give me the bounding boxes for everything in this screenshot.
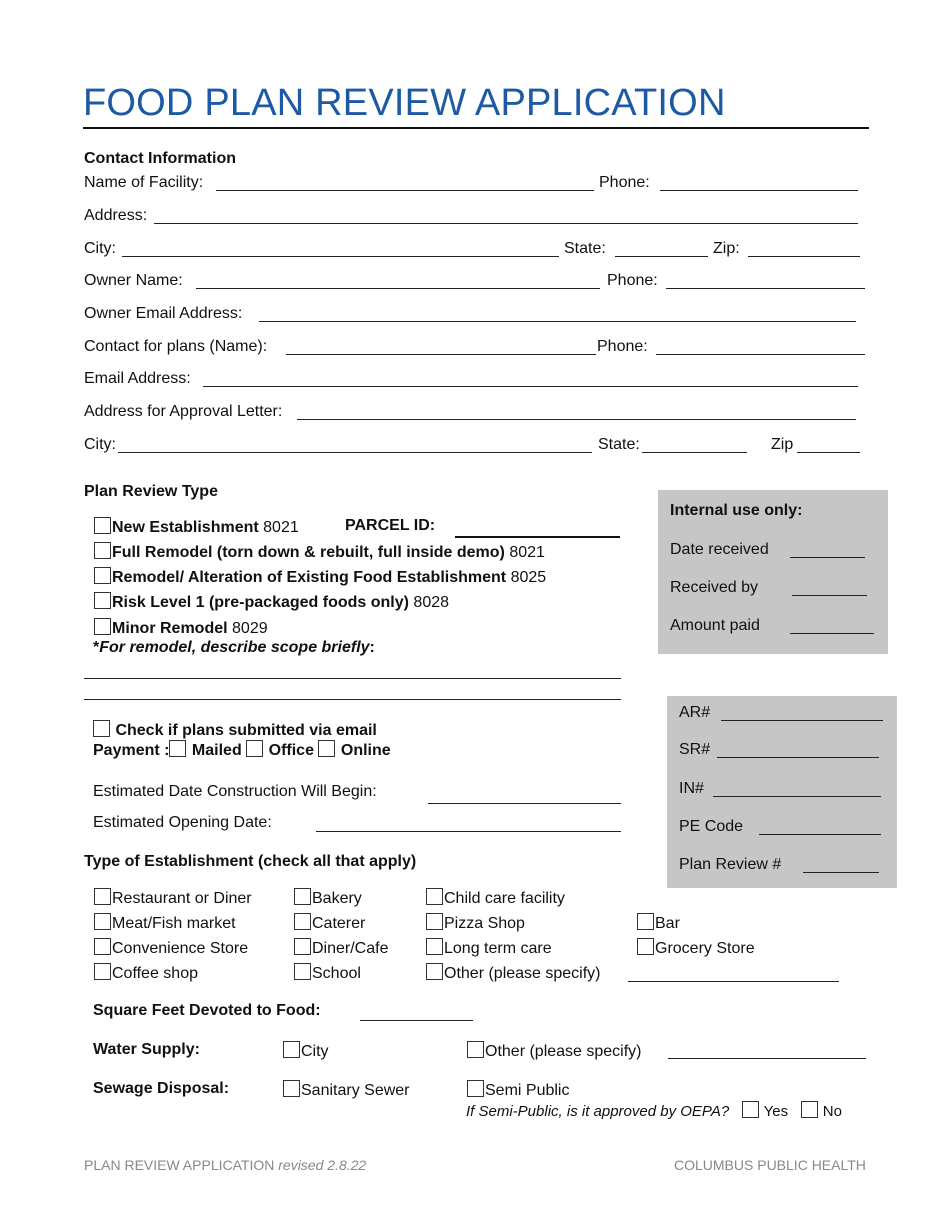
other-establishment-field[interactable] — [628, 981, 839, 982]
footer-title: PLAN REVIEW APPLICATION — [84, 1157, 275, 1173]
owner-email-label: Owner Email Address: — [84, 305, 243, 322]
parcel-field[interactable] — [455, 536, 620, 538]
payment-row — [93, 740, 391, 760]
est-option[interactable] — [426, 913, 525, 933]
oepa-yes-label: Yes — [763, 1103, 789, 1120]
est-label: Diner/Cafe — [312, 940, 389, 957]
sanitary-sewer-label: Sanitary Sewer — [301, 1082, 410, 1099]
est-label: Bakery — [312, 890, 362, 907]
est-checkbox[interactable] — [294, 963, 311, 980]
city-label: City: — [84, 240, 116, 257]
sanitary-sewer-option[interactable] — [283, 1080, 410, 1100]
est-label: School — [312, 965, 361, 982]
est-label: Grocery Store — [655, 940, 755, 957]
est-option[interactable] — [94, 913, 236, 933]
oepa-question-row — [466, 1101, 842, 1120]
risk-level-checkbox[interactable] — [94, 592, 111, 609]
plan-review-number-field[interactable] — [803, 872, 879, 873]
internal-heading: Internal use only: — [670, 502, 803, 519]
est-checkbox[interactable] — [426, 913, 443, 930]
construction-date-field[interactable] — [428, 803, 621, 804]
zip-label: Zip: — [713, 240, 740, 257]
new-establishment-checkbox[interactable] — [94, 517, 111, 534]
est-option[interactable] — [426, 888, 565, 908]
est-label: Restaurant or Diner — [112, 890, 252, 907]
office-checkbox[interactable] — [246, 740, 263, 757]
payment-label: Payment : — [93, 742, 170, 759]
water-supply-label: Water Supply: — [93, 1041, 200, 1058]
est-checkbox[interactable] — [426, 963, 443, 980]
remodel-alteration-code: 8025 — [510, 569, 547, 586]
remodel-alteration-option[interactable] — [94, 567, 546, 587]
owner-email-field[interactable] — [259, 321, 856, 322]
new-establishment-option[interactable] — [94, 517, 299, 537]
city2-label: City: — [84, 436, 116, 453]
water-other-field[interactable] — [668, 1058, 866, 1059]
facility-phone-field[interactable] — [660, 190, 858, 191]
facility-label: Name of Facility: — [84, 174, 204, 191]
scope-text: For remodel, describe scope briefly — [99, 639, 370, 656]
est-checkbox[interactable] — [426, 888, 443, 905]
minor-remodel-option[interactable] — [94, 618, 268, 638]
new-establishment-label: New Establishment — [112, 519, 259, 536]
internal-use-box — [658, 490, 888, 654]
oepa-no-label: No — [822, 1103, 842, 1120]
pe-code-label: PE Code — [679, 818, 744, 835]
est-checkbox[interactable] — [294, 888, 311, 905]
est-checkbox[interactable] — [426, 938, 443, 955]
construction-date-label: Estimated Date Construction Will Begin: — [93, 783, 377, 800]
state2-label: State: — [598, 436, 640, 453]
state2-field[interactable] — [642, 452, 747, 453]
address-field[interactable] — [154, 223, 858, 224]
remodel-alteration-checkbox[interactable] — [94, 567, 111, 584]
plan-review-number-label: Plan Review # — [679, 856, 782, 873]
est-label: Child care facility — [444, 890, 565, 907]
water-other-checkbox[interactable] — [467, 1041, 484, 1058]
contact-plans-field[interactable] — [286, 354, 596, 355]
footer-revised: revised 2.8.22 — [278, 1157, 367, 1173]
email-submission-checkbox[interactable] — [93, 720, 110, 737]
est-checkbox[interactable] — [94, 963, 111, 980]
est-option[interactable] — [294, 963, 361, 983]
city-field[interactable] — [122, 256, 559, 257]
date-received-label: Date received — [670, 541, 769, 558]
zip2-field[interactable] — [797, 452, 860, 453]
amount-paid-label: Amount paid — [670, 617, 760, 634]
owner-phone-label: Phone: — [607, 272, 658, 289]
water-other-label: Other (please specify) — [485, 1043, 642, 1060]
owner-name-field[interactable] — [196, 288, 600, 289]
date-received-field[interactable] — [790, 557, 865, 558]
received-by-label: Received by — [670, 579, 759, 596]
est-checkbox[interactable] — [94, 913, 111, 930]
establishment-heading: Type of Establishment (check all that apply) — [84, 853, 417, 870]
est-option[interactable] — [426, 938, 552, 958]
in-label: IN# — [679, 780, 704, 797]
full-remodel-option[interactable] — [94, 542, 545, 562]
approval-address-field[interactable] — [297, 419, 856, 420]
mailed-label: Mailed — [191, 742, 242, 759]
est-checkbox[interactable] — [294, 938, 311, 955]
minor-remodel-label: Minor Remodel — [112, 620, 228, 637]
semi-public-label: Semi Public — [485, 1082, 570, 1099]
water-city-checkbox[interactable] — [283, 1041, 300, 1058]
full-remodel-label: Full Remodel (torn down & rebuilt, full inside demo) — [112, 544, 505, 561]
est-label: Coffee shop — [112, 965, 198, 982]
address-label: Address: — [84, 207, 148, 224]
pe-code-field[interactable] — [759, 834, 881, 835]
square-feet-label: Square Feet Devoted to Food: — [93, 1002, 321, 1019]
est-option[interactable] — [94, 963, 198, 983]
sanitary-sewer-checkbox[interactable] — [283, 1080, 300, 1097]
water-city-option[interactable] — [283, 1041, 329, 1061]
zip2-label: Zip — [771, 436, 794, 453]
opening-date-field[interactable] — [316, 831, 621, 832]
sewage-label: Sewage Disposal: — [93, 1080, 230, 1097]
oepa-question: If Semi-Public, is it approved by OEPA? — [466, 1103, 730, 1120]
scope-line-2[interactable] — [84, 699, 621, 700]
email-submission-label: Check if plans submitted via email — [115, 722, 377, 739]
minor-remodel-code: 8029 — [232, 620, 268, 637]
state-field[interactable] — [615, 256, 708, 257]
office-label: Office — [268, 742, 314, 759]
water-city-label: City — [301, 1043, 329, 1060]
est-label: Long term care — [444, 940, 552, 957]
opening-date-label: Estimated Opening Date: — [93, 814, 272, 831]
est-label: Caterer — [312, 915, 366, 932]
full-remodel-code: 8021 — [509, 544, 545, 561]
facility-field[interactable] — [216, 190, 594, 191]
est-checkbox[interactable] — [637, 938, 654, 955]
semi-public-option[interactable] — [467, 1080, 569, 1100]
email-field[interactable] — [203, 386, 858, 387]
est-label: Bar — [655, 915, 680, 932]
mailed-checkbox[interactable] — [169, 740, 186, 757]
contact-plans-label: Contact for plans (Name): — [84, 338, 268, 355]
city2-field[interactable] — [118, 452, 592, 453]
est-option[interactable] — [94, 938, 248, 958]
ar-field[interactable] — [721, 720, 883, 721]
contact-phone-label: Phone: — [597, 338, 648, 355]
plan-review-heading: Plan Review Type — [84, 483, 218, 500]
est-label: Pizza Shop — [444, 915, 525, 932]
minor-remodel-checkbox[interactable] — [94, 618, 111, 635]
est-label: Other (please specify) — [444, 965, 601, 982]
full-remodel-checkbox[interactable] — [94, 542, 111, 559]
email-label: Email Address: — [84, 370, 191, 387]
risk-level-label: Risk Level 1 (pre-packaged foods only) — [112, 594, 409, 611]
zip-field[interactable] — [748, 256, 860, 257]
est-option[interactable] — [637, 913, 680, 933]
amount-paid-field[interactable] — [790, 633, 874, 634]
remodel-alteration-label: Remodel/ Alteration of Existing Food Establishment — [112, 569, 507, 586]
contact-heading: Contact Information — [84, 150, 236, 167]
owner-name-label: Owner Name: — [84, 272, 183, 289]
est-label: Convenience Store — [112, 940, 249, 957]
in-field[interactable] — [713, 796, 881, 797]
est-checkbox[interactable] — [94, 938, 111, 955]
est-checkbox[interactable] — [637, 913, 654, 930]
est-option[interactable] — [94, 888, 252, 908]
est-option[interactable] — [294, 888, 362, 908]
email-submission-option[interactable] — [93, 720, 377, 740]
est-option[interactable] — [294, 913, 365, 933]
est-checkbox[interactable] — [294, 913, 311, 930]
sr-field[interactable] — [717, 757, 879, 758]
online-checkbox[interactable] — [318, 740, 335, 757]
page-title: FOOD PLAN REVIEW APPLICATION — [83, 82, 726, 124]
footer-left — [84, 1157, 366, 1173]
est-option[interactable] — [294, 938, 388, 958]
est-option[interactable] — [637, 938, 755, 958]
scope-prompt: *For remodel, describe scope briefly: — [93, 639, 375, 656]
semi-public-checkbox[interactable] — [467, 1080, 484, 1097]
parcel-label: PARCEL ID: — [345, 517, 436, 534]
online-label: Online — [340, 742, 391, 759]
owner-phone-field[interactable] — [666, 288, 865, 289]
new-establishment-code: 8021 — [263, 519, 299, 536]
facility-phone-label: Phone: — [599, 174, 650, 191]
water-other-option[interactable] — [467, 1041, 642, 1061]
square-feet-field[interactable] — [360, 1020, 473, 1021]
risk-level-code: 8028 — [413, 594, 450, 611]
risk-level-option[interactable] — [94, 592, 449, 612]
est-checkbox[interactable] — [94, 888, 111, 905]
approval-address-label: Address for Approval Letter: — [84, 403, 283, 420]
received-by-field[interactable] — [792, 595, 867, 596]
codes-box — [667, 696, 897, 888]
contact-phone-field[interactable] — [656, 354, 865, 355]
ar-label: AR# — [679, 704, 711, 721]
state-label: State: — [564, 240, 606, 257]
est-label: Meat/Fish market — [112, 915, 236, 932]
est-option[interactable] — [426, 963, 601, 983]
oepa-yes-checkbox[interactable] — [742, 1101, 759, 1118]
sr-label: SR# — [679, 741, 711, 758]
title-rule — [83, 127, 869, 129]
oepa-no-checkbox[interactable] — [801, 1101, 818, 1118]
scope-line-1[interactable] — [84, 678, 621, 679]
footer-right: COLUMBUS PUBLIC HEALTH — [674, 1157, 866, 1173]
